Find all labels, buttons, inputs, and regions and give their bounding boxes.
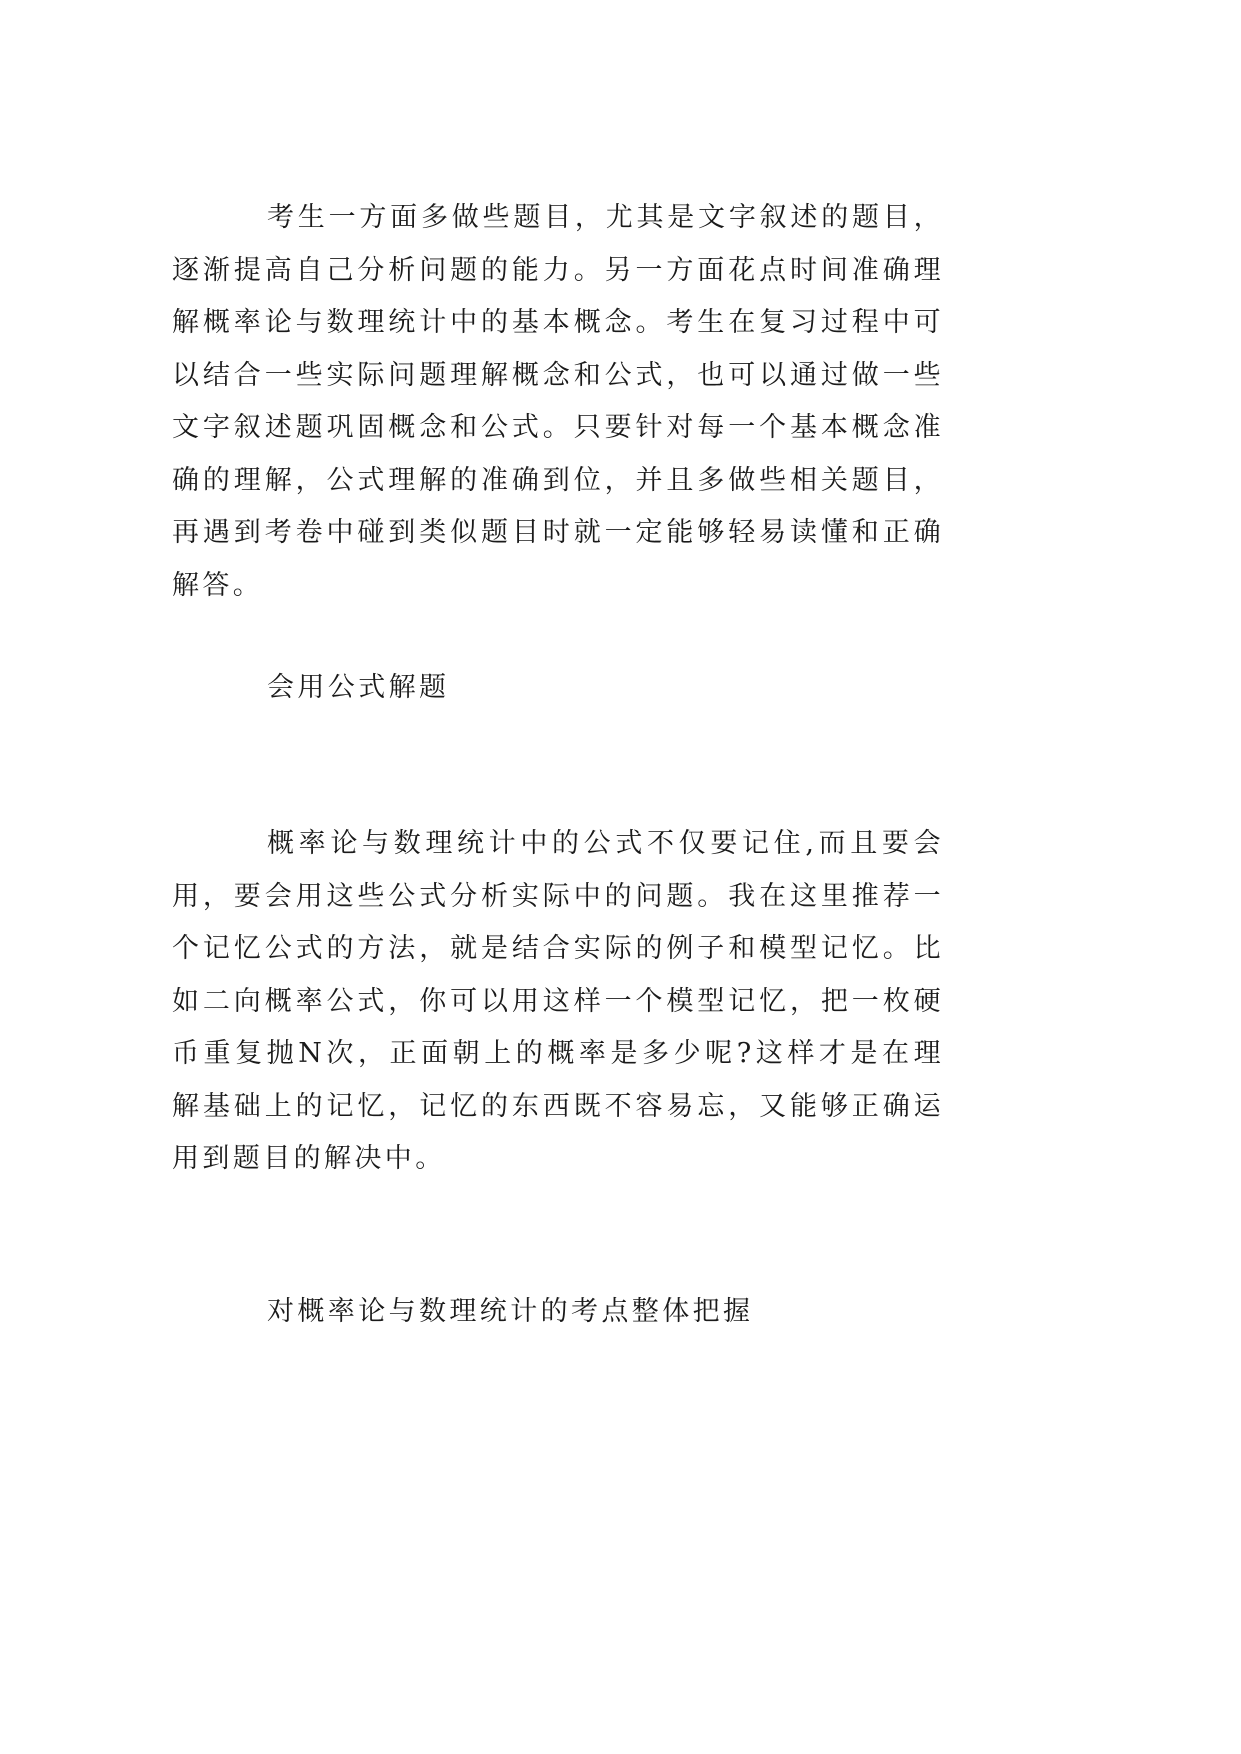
paragraph-study-advice: 考生一方面多做些题目，尤其是文字叙述的题目，逐渐提高自己分析问题的能力。另一方面花点时间准确理解概率论与数理统计中的基本概念。考生在复习过程中可以结合一些实际问题理解概念和公式，也可以通过做一些文字叙述题巩固概念和公式。只要针对每一个基本概念准确的理解，公式理解的准确到位，并且多做些相关题目，再遇到考卷中碰到类似题目时就一定能够轻易读懂和正确解答。: [172, 202, 944, 601]
paragraph-formula-memory: 概率论与数理统计中的公式不仅要记住,而且要会用，要会用这些公式分析实际中的问题。我在这里推荐一个记忆公式的方法，就是结合实际的例子和模型记忆。比如二向概率公式，你可以用这样一个模型记忆，把一枚硬币重复抛N次，正面朝上的概率是多少呢?这样才是在理解基础上的记忆，记忆的东西既不容易忘，又能够正确运用到题目的解决中。: [172, 828, 944, 1174]
section-heading-key-points: 对概率论与数理统计的考点整体把握: [267, 1296, 754, 1327]
section-heading-formula-usage: 会用公式解题: [267, 672, 450, 703]
